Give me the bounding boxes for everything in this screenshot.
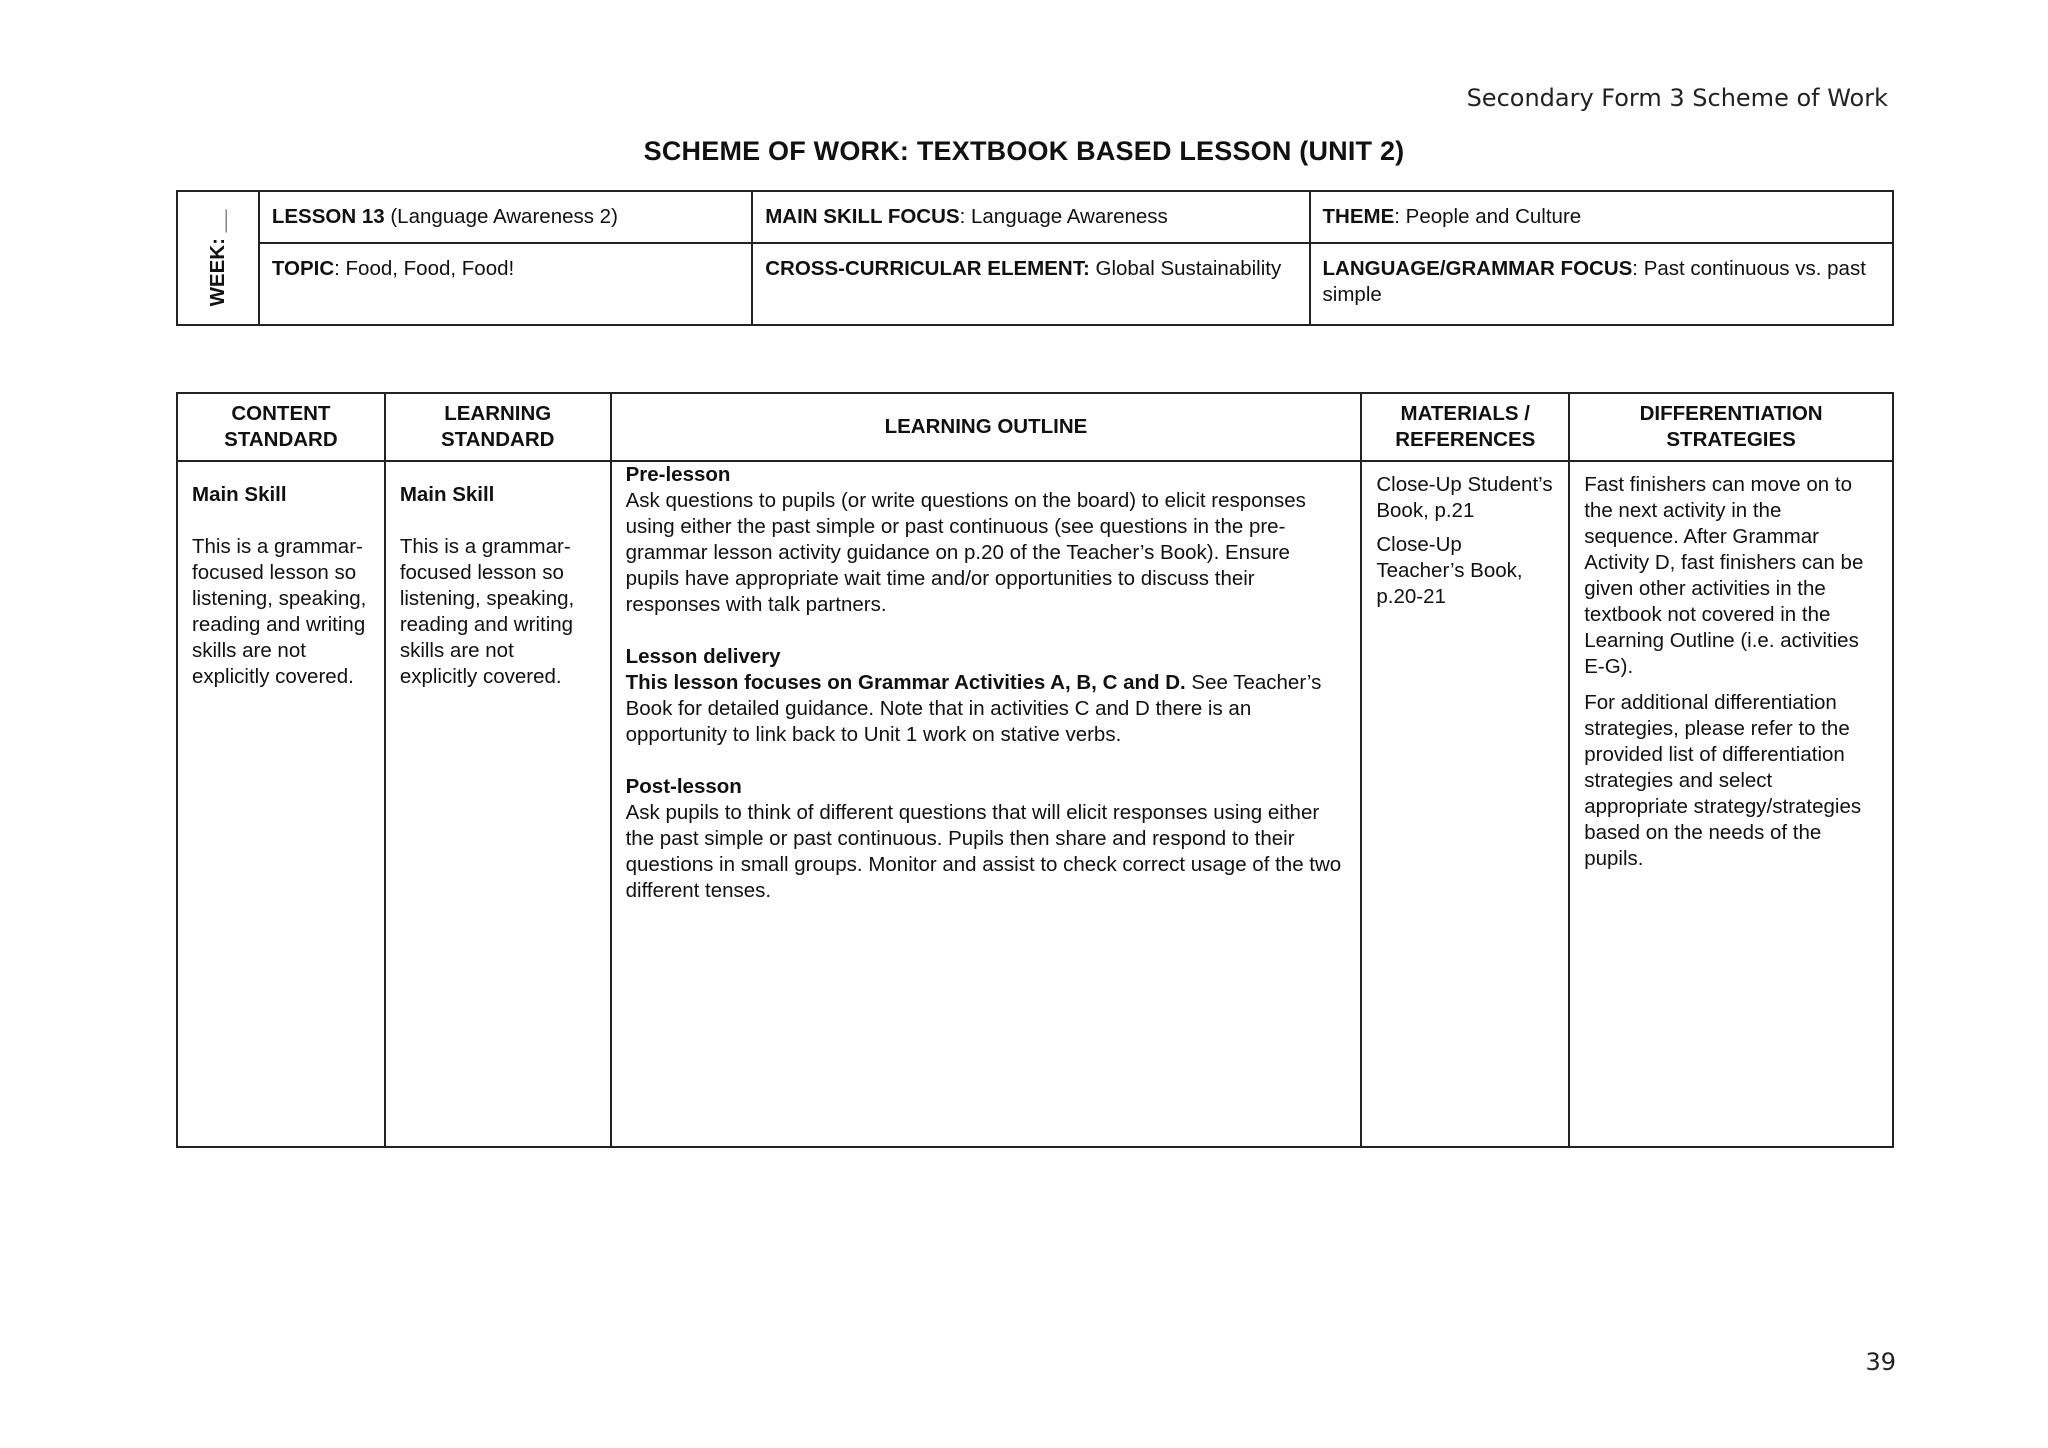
learning-outline-header: LEARNING OUTLINE [611, 393, 1362, 461]
main-skill-focus-cell [752, 191, 1309, 243]
lesson-label: LESSON 13 [271, 205, 385, 228]
post-lesson-text: Ask pupils to think of different questions that will elicit responses using either the past simple or past continuous. Pupils then share and respond to their questions in small groups. Monitor and assist to check correct usage of the two different tenses. [625, 801, 1342, 902]
main-skill-focus-value: : Language Awareness [959, 205, 1168, 228]
differentiation-header: DIFFERENTIATION STRATEGIES [1569, 393, 1893, 461]
topic-label: TOPIC [271, 257, 335, 280]
document-header: Secondary Form 3 Scheme of Work [1466, 84, 1888, 112]
content-standard-text: This is a grammar-focused lesson so listening, speaking, reading and writing skills are not explicitly covered. [192, 535, 367, 688]
topic-cell [259, 243, 752, 325]
topic-value: : Food, Food, Food! [334, 257, 515, 280]
lesson-value: (Language Awareness 2) [384, 205, 618, 228]
learning-standard-text: This is a grammar-focused lesson so listening, speaking, reading and writing skills are not explicitly covered. [399, 535, 575, 688]
pre-lesson-heading: Pre-lesson [625, 463, 731, 486]
learning-standard-heading: Main Skill [399, 483, 495, 506]
grammar-focus-value: : Past continuous vs. past simple [1322, 257, 1866, 306]
lesson-plan-table [176, 392, 1894, 1148]
content-standard-header: CONTENT STANDARD [177, 393, 385, 461]
materials-item-1: Close-Up Student’s Book, p.21 [1376, 473, 1553, 522]
cross-curricular-label: CROSS-CURRICULAR ELEMENT: [765, 257, 1090, 280]
materials-header: MATERIALS / REFERENCES [1361, 393, 1569, 461]
lesson-delivery-bold: This lesson focuses on Grammar Activities A, B, C and D. [625, 671, 1186, 694]
week-cell [177, 191, 259, 325]
main-skill-focus-label: MAIN SKILL FOCUS [765, 205, 960, 228]
content-standard-cell [177, 461, 385, 1147]
theme-value: : People and Culture [1394, 205, 1582, 228]
differentiation-para-2: For additional differentiation strategies, please refer to the provided list of differentiation strategies and select appropriate strategy/strategies based on the needs of the pupils. [1584, 691, 1862, 870]
learning-outline-cell [611, 461, 1362, 1147]
grammar-focus-cell [1310, 243, 1893, 325]
theme-label: THEME [1322, 205, 1395, 228]
grammar-focus-label: LANGUAGE/GRAMMAR FOCUS [1322, 257, 1633, 280]
cross-curricular-cell [752, 243, 1309, 325]
post-lesson-heading: Post-lesson [625, 775, 742, 798]
differentiation-para-1: Fast finishers can move on to the next activity in the sequence. After Grammar Activity D, fast finishers can be given other activities in the textbook not covered in the Learning Outline (i.e. activities E-G). [1584, 473, 1864, 678]
page-title: SCHEME OF WORK: TEXTBOOK BASED LESSON (UNIT 2) [643, 136, 1405, 166]
lesson-delivery-detail: See Teacher’s Book for detailed guidance. Note that in activities C and D there is an opportunity to link back to Unit 1 work on stative verbs. [625, 671, 1322, 746]
page-number: 39 [1865, 1348, 1896, 1376]
cross-curricular-value: Global Sustainability [1089, 257, 1282, 280]
content-standard-heading: Main Skill [192, 483, 287, 506]
theme-cell [1310, 191, 1893, 243]
materials-cell [1361, 461, 1569, 1147]
lesson-cell [259, 191, 752, 243]
pre-lesson-text: Ask questions to pupils (or write questions on the board) to elicit responses using either the past simple or past continuous (see questions in the pre-grammar lesson activity guidance on p.20 of the Teacher’s Book). Ensure pupils have appropriate wait time and/or opportunities to discuss their responses with talk partners. [625, 489, 1306, 616]
lesson-delivery-text [626, 670, 1347, 748]
differentiation-cell [1569, 461, 1893, 1147]
learning-standard-cell [385, 461, 611, 1147]
lesson-delivery-heading: Lesson delivery [625, 645, 781, 668]
materials-item-2: Close-Up Teacher’s Book, p.20-21 [1376, 533, 1523, 608]
week-label: WEEK: __ [205, 209, 229, 307]
learning-standard-header: LEARNING STANDARD [385, 393, 611, 461]
lesson-info-table [176, 190, 1894, 326]
